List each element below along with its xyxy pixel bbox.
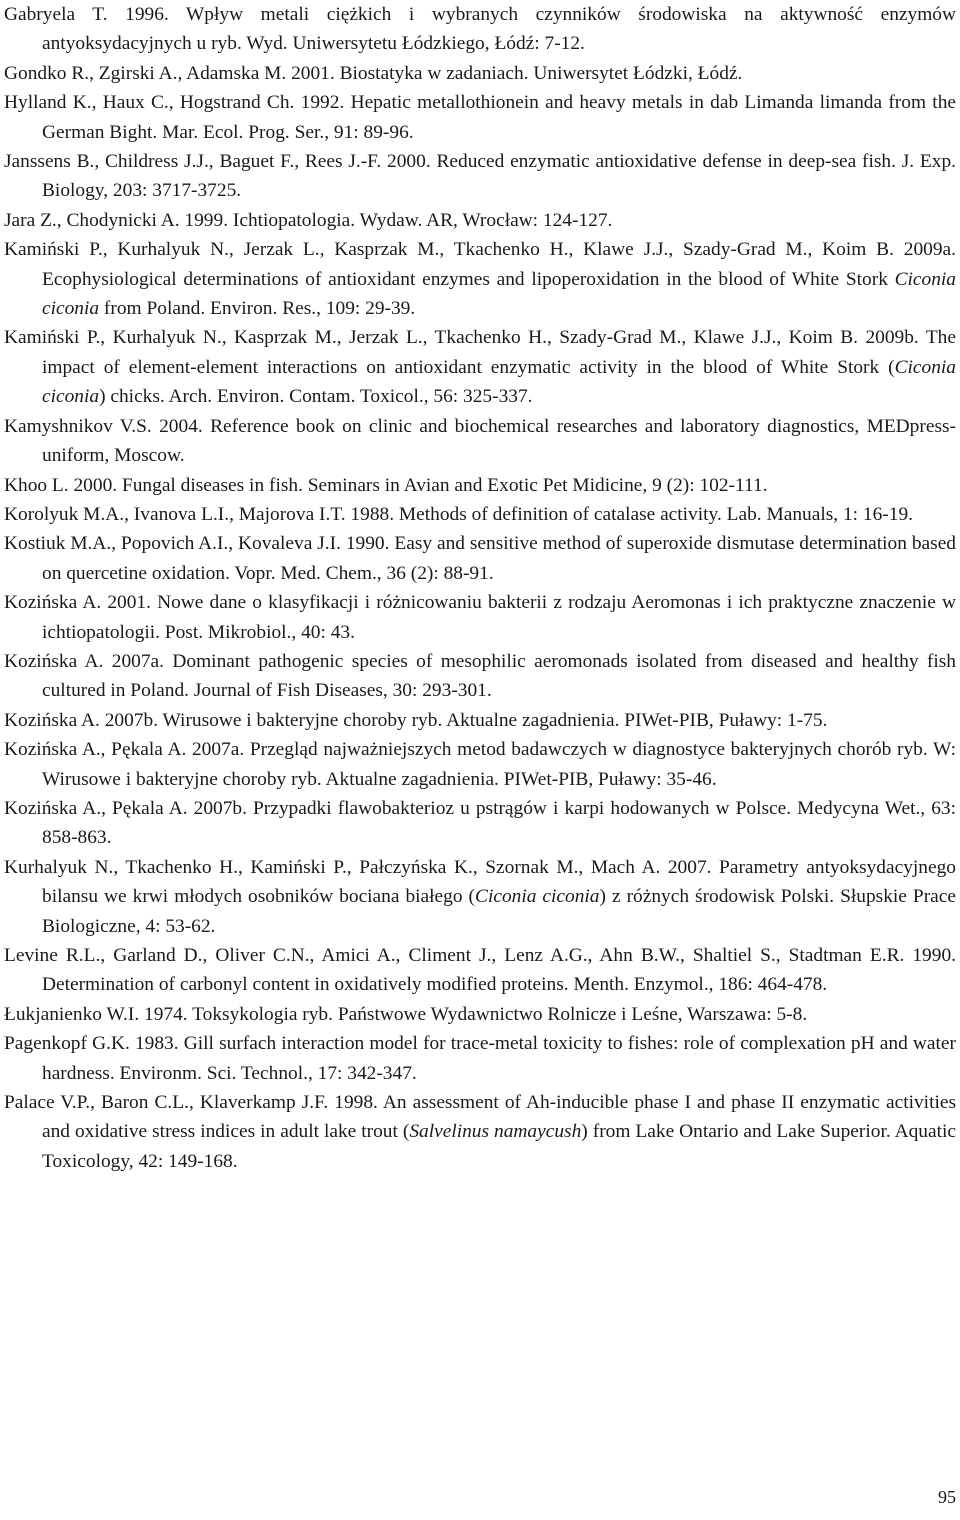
reference-text: from Poland. Environ. Res., 109: 29-39. <box>99 298 416 320</box>
reference-text: Palace V.P., Baron C.L., Klaverkamp J.F. 1998. An assessment of Ah-inducible phase I and phase II enzymatic activities and oxidative stress indices in adult lake trout ( <box>4 1092 956 1143</box>
page-number: 95 <box>938 1487 956 1507</box>
reference-entry <box>4 706 956 735</box>
reference-text: Korolyuk M.A., Ivanova L.I., Majorova I.T. 1988. Methods of definition of catalase activity. Lab. Manuals, 1: 16-19. <box>4 503 913 525</box>
reference-text: Kamiński P., Kurhalyuk N., Jerzak L., Kasprzak M., Tkachenko H., Klawe J.J., Szady-Grad M., Koim B. 2009a. Ecophysiological determinations of antioxidant enzymes and lipoperoxidation in the blood of White Stork <box>4 239 956 290</box>
reference-text: ) chicks. Arch. Environ. Contam. Toxicol., 56: 325-337. <box>99 386 533 408</box>
reference-text: Kozińska A. 2007b. Wirusowe i bakteryjne choroby ryb. Aktualne zagadnienia. PIWet-PIB, Puławy: 1-75. <box>4 709 828 731</box>
reference-entry <box>4 1088 956 1176</box>
reference-text: Łukjanienko W.I. 1974. Toksykologia ryb. Państwowe Wydawnictwo Rolnicze i Leśne, Warszawa: 5-8. <box>4 1003 808 1025</box>
reference-entry <box>4 529 956 588</box>
reference-text: Kozińska A. 2001. Nowe dane o klasyfikacji i różnicowaniu bakterii z rodzaju Aeromonas i ich praktyczne znaczenie w ichtiopatologii. Post. Mikrobiol., 40: 43. <box>4 592 956 643</box>
reference-text: Kozińska A. 2007a. Dominant pathogenic species of mesophilic aeromonads isolated from diseased and healthy fish cultured in Poland. Journal of Fish Diseases, 30: 293-301. <box>4 650 956 702</box>
reference-text: Kozińska A., Pękala A. 2007b. Przypadki flawobakterioz u pstrągów i karpi hodowanych w Polsce. Medycyna Wet., 63: 858-863. <box>4 797 956 849</box>
reference-entry <box>4 735 956 794</box>
reference-entry <box>4 588 956 647</box>
reference-entry <box>4 647 956 706</box>
reference-text: Kamyshnikov V.S. 2004. Reference book on clinic and biochemical researches and laboratory diagnostics, MEDpress-uniform, Moscow. <box>4 415 956 467</box>
reference-text: Pagenkopf G.K. 1983. Gill surfach interaction model for trace-metal toxicity to fishes: role of complexation pH and water hardness. Environm. Sci. Technol., 17: 342-347. <box>4 1033 956 1084</box>
reference-entry <box>4 235 956 323</box>
reference-italic-text: Salvelinus namaycush <box>409 1121 582 1143</box>
reference-text: ) from Lake Ontario and Lake Superior. Aquatic Toxicology, 42: 149-168. <box>42 1121 956 1172</box>
reference-entry <box>4 412 956 471</box>
reference-text: Gabryela T. 1996. Wpływ metali ciężkich i wybranych czynników środowiska na aktywność enzymów antyoksydacyjnych u ryb. Wyd. Uniwersytetu Łódzkiego, Łódź: 7-12. <box>4 4 956 55</box>
reference-text: Gondko R., Zgirski A., Adamska M. 2001. Biostatyka w zadaniach. Uniwersytet Łódzki, Łódź. <box>4 62 743 84</box>
reference-italic-text: Ciconia ciconia <box>42 356 956 408</box>
reference-list <box>4 0 956 1176</box>
reference-entry <box>4 88 956 147</box>
reference-entry <box>4 500 956 529</box>
reference-text: Kostiuk M.A., Popovich A.I., Kovaleva J.I. 1990. Easy and sensitive method of superoxide dismutase determination based on quercetine oxidation. Vopr. Med. Chem., 36 (2): 88-91. <box>4 533 956 584</box>
reference-text: Kozińska A., Pękala A. 2007a. Przegląd najważniejszych metod badawczych w diagnostyce bakteryjnych chorób ryb. W: Wirusowe i bakteryjne choroby ryb. Aktualne zagadnienia. PIWet-PIB, Puławy: 35-46. <box>4 739 956 790</box>
reference-entry <box>4 323 956 411</box>
reference-text: Janssens B., Childress J.J., Baguet F., Rees J.-F. 2000. Reduced enzymatic antioxidative defense in deep-sea fish. J. Exp. Biology, 203: 3717-3725. <box>4 151 956 202</box>
reference-text: ) z różnych środowisk Polski. Słupskie Prace Biologiczne, 4: 53-62. <box>42 886 956 937</box>
reference-entry <box>4 1000 956 1029</box>
document-page <box>4 0 956 1176</box>
reference-entry <box>4 853 956 941</box>
reference-text: Khoo L. 2000. Fungal diseases in fish. Seminars in Avian and Exotic Pet Midicine, 9 (2): 102-111. <box>4 474 768 496</box>
reference-entry <box>4 147 956 206</box>
reference-text: Hylland K., Haux C., Hogstrand Ch. 1992. Hepatic metallothionein and heavy metals in dab Limanda limanda from the German Bight. Mar. Ecol. Prog. Ser., 91: 89-96. <box>4 92 956 143</box>
reference-italic-text: Ciconia ciconia <box>475 886 600 908</box>
reference-text: Kurhalyuk N., Tkachenko H., Kamiński P., Pałczyńska K., Szornak M., Mach A. 2007. Parametry antyoksydacyjnego bilansu we krwi młodych osobników bociana białego ( <box>4 856 956 908</box>
reference-italic-text: Ciconia ciconia <box>42 268 956 320</box>
reference-entry <box>4 1029 956 1088</box>
reference-text: Levine R.L., Garland D., Oliver C.N., Amici A., Climent J., Lenz A.G., Ahn B.W., Shaltiel S., Stadtman E.R. 1990. Determination of carbonyl content in oxidatively modified proteins. Menth. Enzymol., 186: 464-478. <box>4 945 956 996</box>
reference-entry <box>4 206 956 235</box>
reference-entry <box>4 471 956 500</box>
reference-entry <box>4 0 956 59</box>
reference-entry <box>4 794 956 853</box>
reference-text: Kamiński P., Kurhalyuk N., Kasprzak M., Jerzak L., Tkachenko H., Szady-Grad M., Klawe J.J., Koim B. 2009b. The impact of element-element interactions on antioxidant enzymatic activity in the blood of White Stork ( <box>4 327 956 378</box>
reference-entry <box>4 59 956 88</box>
reference-entry <box>4 941 956 1000</box>
reference-text: Jara Z., Chodynicki A. 1999. Ichtiopatologia. Wydaw. AR, Wrocław: 124-127. <box>4 209 613 231</box>
